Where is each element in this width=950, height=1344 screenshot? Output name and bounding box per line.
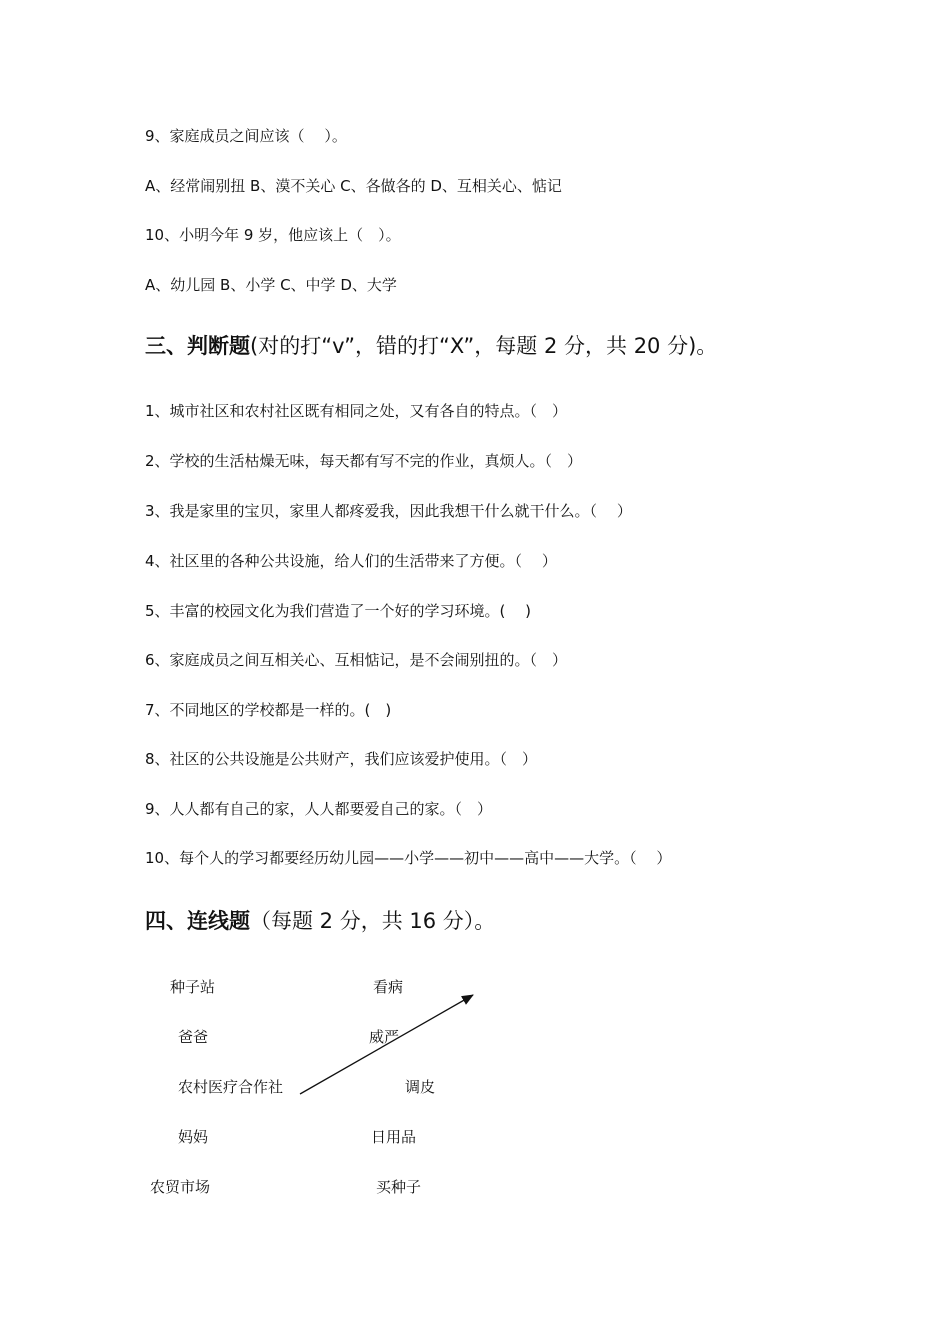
judgment-item: 9、人人都有自己的家，人人都要爱自己的家。（ ） xyxy=(145,800,493,818)
judgment-item: 3、我是家里的宝贝，家里人都疼爱我，因此我想干什么就干什么。（ ） xyxy=(145,502,632,520)
judgment-item: 10、每个人的学习都要经历幼儿园——小学——初中——高中——大学。（ ） xyxy=(145,849,672,867)
judgment-item: 4、社区里的各种公共设施，给人们的生活带来了方便。（ ） xyxy=(145,552,557,570)
section-4-instructions: （每题 2 分，共 16 分）。 xyxy=(250,909,496,933)
judgment-item: 6、家庭成员之间互相关心、互相惦记，是不会闹别扭的。（ ） xyxy=(145,651,568,669)
match-right-item: 看病 xyxy=(373,978,404,996)
section-4-title: 四、连线题 xyxy=(145,909,250,933)
match-left-item: 妈妈 xyxy=(178,1128,209,1146)
section-3-instructions: (对的打“v”，错的打“X”，每题 2 分，共 20 分)。 xyxy=(250,334,718,358)
section-3-title: 三、判断题 xyxy=(145,334,250,358)
match-left-item: 爸爸 xyxy=(178,1028,209,1046)
question-9-options: A、经常闹别扭 B、漠不关心 C、各做各的 D、互相关心、惦记 xyxy=(145,177,562,195)
question-9: 9、家庭成员之间应该（ ）。 xyxy=(145,127,347,145)
judgment-item: 1、城市社区和农村社区既有相同之处，又有各自的特点。（ ） xyxy=(145,402,568,420)
match-right-item: 买种子 xyxy=(376,1178,422,1196)
judgment-item: 7、不同地区的学校都是一样的。( ) xyxy=(145,701,392,719)
judgment-item: 2、学校的生活枯燥无味，每天都有写不完的作业，真烦人。（ ） xyxy=(145,452,583,470)
match-left-item: 种子站 xyxy=(170,978,216,996)
match-right-item: 日用品 xyxy=(371,1128,417,1146)
match-right-item: 威严 xyxy=(369,1028,400,1046)
match-right-item: 调皮 xyxy=(405,1078,436,1096)
match-left-item: 农村医疗合作社 xyxy=(178,1078,284,1096)
question-10-options: A、幼儿园 B、小学 C、中学 D、大学 xyxy=(145,276,397,294)
judgment-item: 5、丰富的校园文化为我们营造了一个好的学习环境。( ) xyxy=(145,602,532,620)
question-10: 10、小明今年 9 岁，他应该上（ ）。 xyxy=(145,226,401,244)
judgment-item: 8、社区的公共设施是公共财产，我们应该爱护使用。（ ） xyxy=(145,750,538,768)
match-left-item: 农贸市场 xyxy=(150,1178,211,1196)
